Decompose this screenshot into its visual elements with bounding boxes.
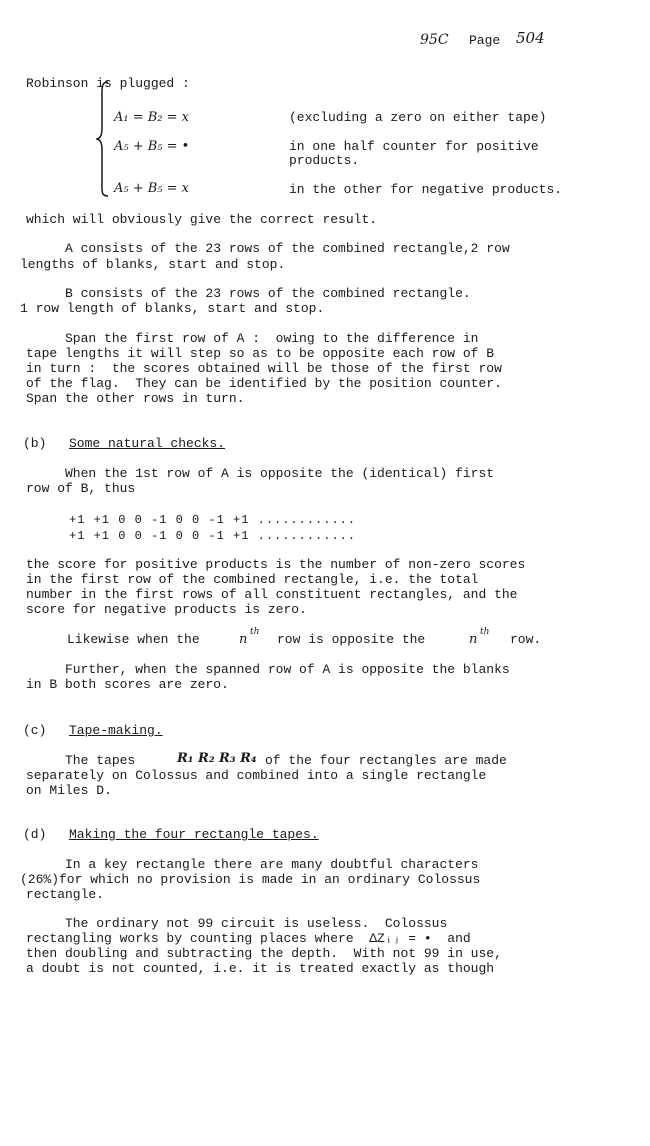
likewise-n2: n [469,632,478,647]
para-further-line-2: in B both scores are zero. [26,677,229,692]
condition-note-1: (excluding a zero on either tape) [289,110,547,125]
condition-note-3: in the other for negative products. [289,182,563,197]
section-c-title: Tape-making. [69,723,163,738]
result-line: which will obviously give the correct result. [26,212,378,227]
para-score-line-3: number in the first rows of all constituent rectangles, and the [26,587,518,602]
para-a-line-2: lengths of blanks, start and stop. [20,257,286,272]
condition-formula-1: A₁ = B₂ = x [114,110,190,125]
section-d-label: (d) [23,827,47,842]
para-span-line-2: tape lengths it will step so as to be opposite each row of B [26,346,495,361]
condition-note-2a: in one half counter for positive [289,139,539,154]
section-d-title: Making the four rectangle tapes. [69,827,319,842]
left-brace-icon [96,80,110,198]
para-key-line-3: rectangle. [26,887,105,902]
para-span-line-3: in turn : the scores obtained will be those of the first row [26,361,502,376]
para-span-line-4: of the flag. They can be identified by the position counter. [26,376,502,391]
score-row-1: +1 +1 0 0 -1 0 0 -1 +1 ............ [69,513,357,527]
para-b-line-2: 1 row length of blanks, start and stop. [20,301,325,316]
para-ordinary-line-1: The ordinary not 99 circuit is useless. Colossus [26,916,448,931]
tape-names: R₁ R₂ R₃ R₄ [177,751,257,766]
likewise-th1: th [250,627,260,637]
section-b-label: (b) [23,436,47,451]
likewise-text-a: Likewise when the [67,632,200,647]
page-number: 504 [516,29,545,47]
para-span-line-5: Span the other rows in turn. [26,391,245,406]
score-row-2: +1 +1 0 0 -1 0 0 -1 +1 ............ [69,529,357,543]
likewise-th2: th [480,627,490,637]
para-a-line-1: A consists of the 23 rows of the combined rectangle,2 row [26,241,510,256]
para-tapes-line-3: on Miles D. [26,783,112,798]
para-score-line-4: score for negative products is zero. [26,602,307,617]
para-score-line-2: in the first row of the combined rectangle, i.e. the total [26,572,479,587]
para-when-line-1: When the 1st row of A is opposite the (identical) first [26,466,495,481]
para-tapes-end: of the four rectangles are made [265,753,507,768]
likewise-n1: n [239,632,248,647]
para-key-line-1: In a key rectangle there are many doubtful characters [26,857,479,872]
para-ordinary-line-3: then doubling and subtracting the depth. With not 99 in use, [26,946,502,961]
para-ordinary-line-4: a doubt is not counted, i.e. it is treated exactly as though [26,961,495,976]
intro-line: Robinson is plugged : [26,76,190,91]
likewise-text-c: row. [510,632,542,647]
para-further-line-1: Further, when the spanned row of A is opposite the blanks [26,662,510,677]
condition-formula-2: A₅ + B₅ = • [114,139,190,154]
para-b-line-1: B consists of the 23 rows of the combined rectangle. [26,286,471,301]
para-span-line-1: Span the first row of A : owing to the difference in [26,331,479,346]
section-c-label: (c) [23,723,47,738]
para-tapes-start: The tapes [26,753,136,768]
page-label: Page [469,33,501,48]
para-tapes-line-2: separately on Colossus and combined into a single rectangle [26,768,487,783]
para-key-line-2: (26%)for which no provision is made in an ordinary Colossus [20,872,481,887]
document-reference: 95C [420,32,449,48]
para-score-line-1: the score for positive products is the number of non-zero scores [26,557,526,572]
para-when-line-2: row of B, thus [26,481,136,496]
para-ordinary-line-2: rectangling works by counting places where ΔZᵢⱼ = • and [26,931,471,946]
section-b-title: Some natural checks. [69,436,226,451]
condition-note-2b: products. [289,153,360,168]
likewise-text-b: row is opposite the [277,632,426,647]
condition-formula-3: A₅ + B₅ = x [114,181,190,196]
